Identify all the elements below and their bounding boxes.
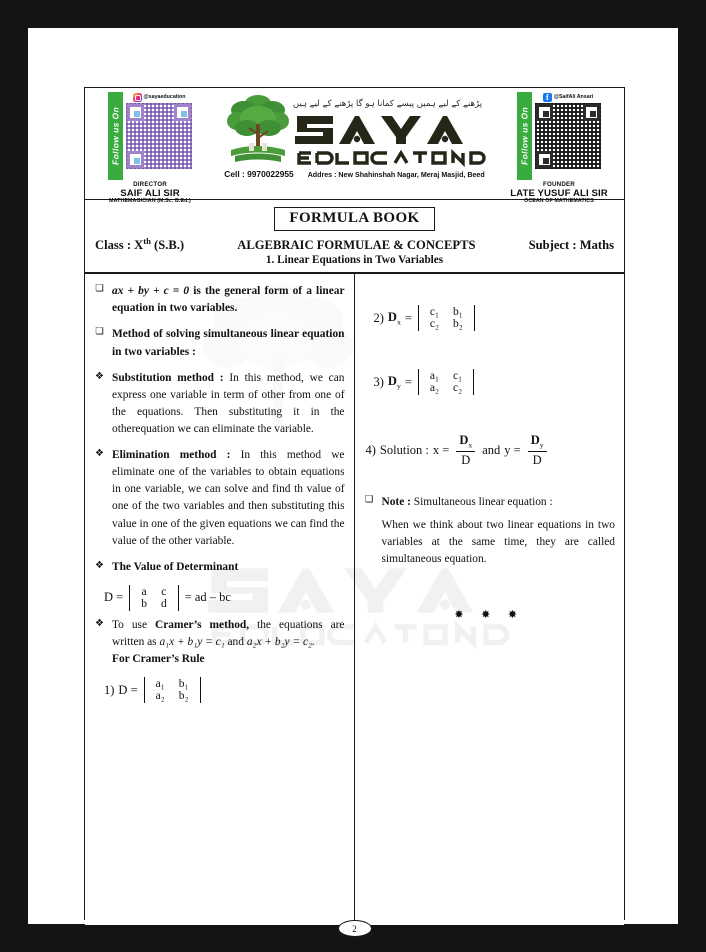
cramer-formula-3 (374, 369, 616, 395)
formula-4-number: 4) (365, 442, 376, 457)
list-item (94, 447, 345, 550)
page-number: 2 (338, 920, 372, 937)
matrix-cell-b1: b₁ (178, 678, 189, 691)
title-block (85, 197, 624, 274)
printed-page (84, 87, 625, 934)
solution-x-fraction (456, 433, 475, 468)
matrix-cell-c: c (161, 585, 167, 598)
substitution-method-text (112, 370, 345, 438)
note-text (382, 494, 616, 568)
formula-3-matrix (418, 369, 474, 395)
qr-column-left (126, 92, 192, 169)
social-block-left (91, 92, 209, 204)
square-bullet-icon: ❏ (364, 493, 374, 505)
subject-label: Subject : Maths (528, 238, 614, 253)
x-num-D: D (459, 433, 469, 448)
facebook-handle: @SaifAli Ansari (553, 94, 594, 100)
cramer-equation-1: a₁x + b₁y = c₁ (159, 635, 225, 648)
left-column (85, 274, 355, 925)
follow-us-on-label-left: Follow us On (108, 92, 123, 180)
formula-book-badge: FORMULA BOOK (274, 207, 434, 231)
diamond-bullet-icon: ❖ (95, 559, 104, 571)
solution-x-numerator (456, 433, 475, 452)
wordmark (293, 98, 483, 162)
general-form-tail: is the general form of a linear equation in two variables. (112, 285, 345, 315)
diamond-bullet-icon: ❖ (95, 448, 104, 460)
cramer-mid: the equations are written as (112, 618, 345, 648)
saya-education-logo (293, 110, 483, 162)
solution-y-fraction (528, 433, 547, 468)
logo-row (227, 94, 483, 166)
list-item (94, 370, 345, 438)
formula-3-subscript: y (396, 381, 401, 391)
cramer-equation-2: a₂x + b₂y = c₂. (246, 635, 315, 648)
general-form-equation: ax + by + c = 0 (112, 285, 190, 298)
content-area (85, 274, 624, 934)
formula-1-label: D = (118, 682, 138, 697)
qr-eye-bottom-left (127, 151, 144, 168)
qr-eye-top-left (127, 104, 144, 121)
social-block-right (500, 92, 618, 204)
solution-conjunction: and (482, 442, 501, 457)
class-text: Class : X (95, 238, 144, 253)
formula-2-matrix (418, 305, 475, 331)
contact-phone: Cell : 9970022955 (224, 169, 294, 179)
director-name: SAIF ALI SIR (120, 187, 180, 199)
formula-2-D: D (387, 309, 397, 324)
director-label: DIRECTOR (133, 181, 167, 188)
matrix-cell-a2: a₂ (155, 690, 165, 703)
instagram-handle-row[interactable] (133, 92, 186, 102)
determinant-result: = ad – bc (184, 590, 231, 605)
value-of-determinant-heading: The Value of Determinant (112, 560, 239, 573)
formula-3-equals: = (404, 374, 412, 389)
formula-3-D: D (387, 373, 397, 388)
matrix-cell-c2: c₂ (453, 382, 463, 395)
matrix-cell-a1: a₁ (429, 370, 440, 383)
determinant-formula (104, 585, 345, 611)
square-bullet-icon: ❏ (95, 326, 104, 338)
solution-x-denominator: D (461, 452, 471, 467)
instagram-handle: @sayaeducation (143, 94, 186, 100)
cramer-method-label: Cramer’s method, (154, 618, 250, 631)
matrix-cell-a1: a₁ (155, 678, 165, 691)
determinant-matrix (129, 585, 179, 611)
qr-code-facebook-icon[interactable] (535, 103, 601, 169)
general-form-text (112, 283, 345, 317)
cramer-formula-1 (104, 677, 345, 703)
elimination-method-text (112, 447, 345, 550)
tree-logo (227, 94, 289, 166)
note-label: Note : (381, 495, 411, 508)
director-qualification: MATHEMAGICIAN (M.Sc. B.Ed.) (109, 197, 191, 204)
solution-label: Solution : (379, 442, 429, 457)
cramer-conjunction: and (224, 635, 247, 648)
matrix-cell-c1: c₁ (429, 306, 440, 319)
list-item (94, 326, 345, 360)
formula-2-equals: = (404, 310, 412, 325)
solution-y-denominator: D (532, 452, 542, 467)
cramer-prefix: To use (112, 618, 155, 631)
y-num-D: D (530, 433, 540, 448)
brand-block (209, 92, 500, 197)
chapter-title: 1. Linear Equations in Two Variables (265, 254, 444, 267)
follow-us-on-label-right: Follow us On (517, 92, 532, 180)
founder-credit (510, 182, 608, 204)
list-item (94, 283, 345, 317)
list-item (94, 559, 345, 576)
paper-sheet (28, 28, 678, 934)
founder-subtitle: OCEAN OF MATHEMATICS (524, 197, 594, 204)
header-banner (85, 88, 624, 204)
formula-2-subscript: x (396, 317, 401, 327)
founder-label: FOUNDER (542, 181, 575, 188)
class-label (95, 236, 184, 253)
class-superscript: th (143, 236, 151, 246)
elimination-method-label: Elimination method : (112, 449, 231, 462)
solution-y-numerator (528, 433, 547, 452)
note-lead-rest: Simultaneous linear equation : (410, 495, 553, 508)
right-column (355, 274, 625, 925)
y-num-sub: y (539, 440, 544, 450)
formula-1-matrix (144, 677, 201, 703)
matrix-cell-b2: b₂ (178, 690, 189, 703)
page-title: ALGEBRAIC FORMULAE & CONCEPTS (237, 238, 476, 253)
matrix-cell-b: b (141, 597, 147, 610)
cramers-rule-heading: For Cramer’s Rule (112, 653, 205, 666)
page-number-wrap (85, 920, 624, 937)
solution-x-label: x = (432, 442, 450, 457)
formula-1-number: 1) (104, 682, 115, 697)
note-body: When we think about two linear equations in two variables at the same time, they are called simultaneous equation. (381, 518, 615, 566)
founder-name: LATE YUSUF ALI SIR (510, 187, 608, 199)
solution-formula (366, 433, 616, 468)
meta-row (95, 236, 614, 253)
matrix-cell-c2: c₂ (429, 318, 440, 331)
substitution-method-label: Substitution method : (112, 371, 224, 384)
qr-eye-bottom-left (536, 151, 553, 168)
solving-methods-heading: Method of solving simultaneous linear equation in two variables : (112, 328, 345, 358)
x-num-sub: x (468, 440, 473, 450)
matrix-cell-b2: b₂ (453, 318, 463, 331)
square-bullet-icon: ❏ (95, 283, 104, 295)
contact-address: Addres : New Shahinshah Nagar, Meraj Masjid, Beed (307, 171, 485, 179)
contact-row (224, 169, 484, 179)
list-item (94, 617, 345, 668)
cramer-formula-2 (374, 305, 616, 331)
section-end-stars: ✸ ✸ ✸ (454, 608, 525, 622)
formula-2-label (388, 310, 401, 327)
solution-y-label: y = (504, 442, 521, 457)
social-top-right (517, 92, 601, 180)
matrix-cell-d: d (160, 597, 167, 610)
qr-eye-top-right (174, 104, 191, 121)
matrix-cell-a2: a₂ (429, 382, 440, 395)
matrix-cell-a: a (141, 585, 147, 598)
qr-eye-top-right (583, 104, 600, 121)
diamond-bullet-icon: ❖ (95, 617, 104, 629)
diamond-bullet-icon: ❖ (95, 370, 104, 382)
cramers-method-text (112, 617, 345, 668)
qr-column-right (535, 92, 601, 169)
formula-3-number: 3) (373, 374, 384, 389)
formula-3-label (388, 374, 401, 391)
qr-eye-top-left (536, 104, 553, 121)
elimination-method-body: In this method we eliminate one of the variables to obtain equations in one variable, we can solve and find th value of one of the two variables and then substituting this value in one of the given equations we can find the value of the other variable. (112, 449, 345, 547)
formula-2-number: 2) (373, 310, 384, 325)
director-credit (109, 182, 191, 204)
social-top-left (108, 92, 192, 180)
substitution-method-body: In this method, we can express one variable in term of other from one of the equations. Then substituting it in the otherequation we can eliminate the variable. (112, 371, 345, 435)
facebook-handle-row[interactable] (543, 92, 593, 102)
class-tail: (S.B.) (150, 238, 185, 253)
matrix-cell-b1: b₁ (453, 306, 463, 319)
matrix-cell-c1: c₁ (453, 370, 463, 383)
note-item (364, 494, 616, 568)
qr-code-instagram-icon[interactable] (126, 103, 192, 169)
determinant-label: D = (104, 590, 124, 605)
instagram-icon (133, 93, 142, 102)
urdu-tagline: پڑھنے کے لیے ہمیں پیسے کمانا ہو گا پڑھنے کے لیے ہیں (292, 99, 483, 109)
facebook-icon: f (543, 93, 552, 102)
